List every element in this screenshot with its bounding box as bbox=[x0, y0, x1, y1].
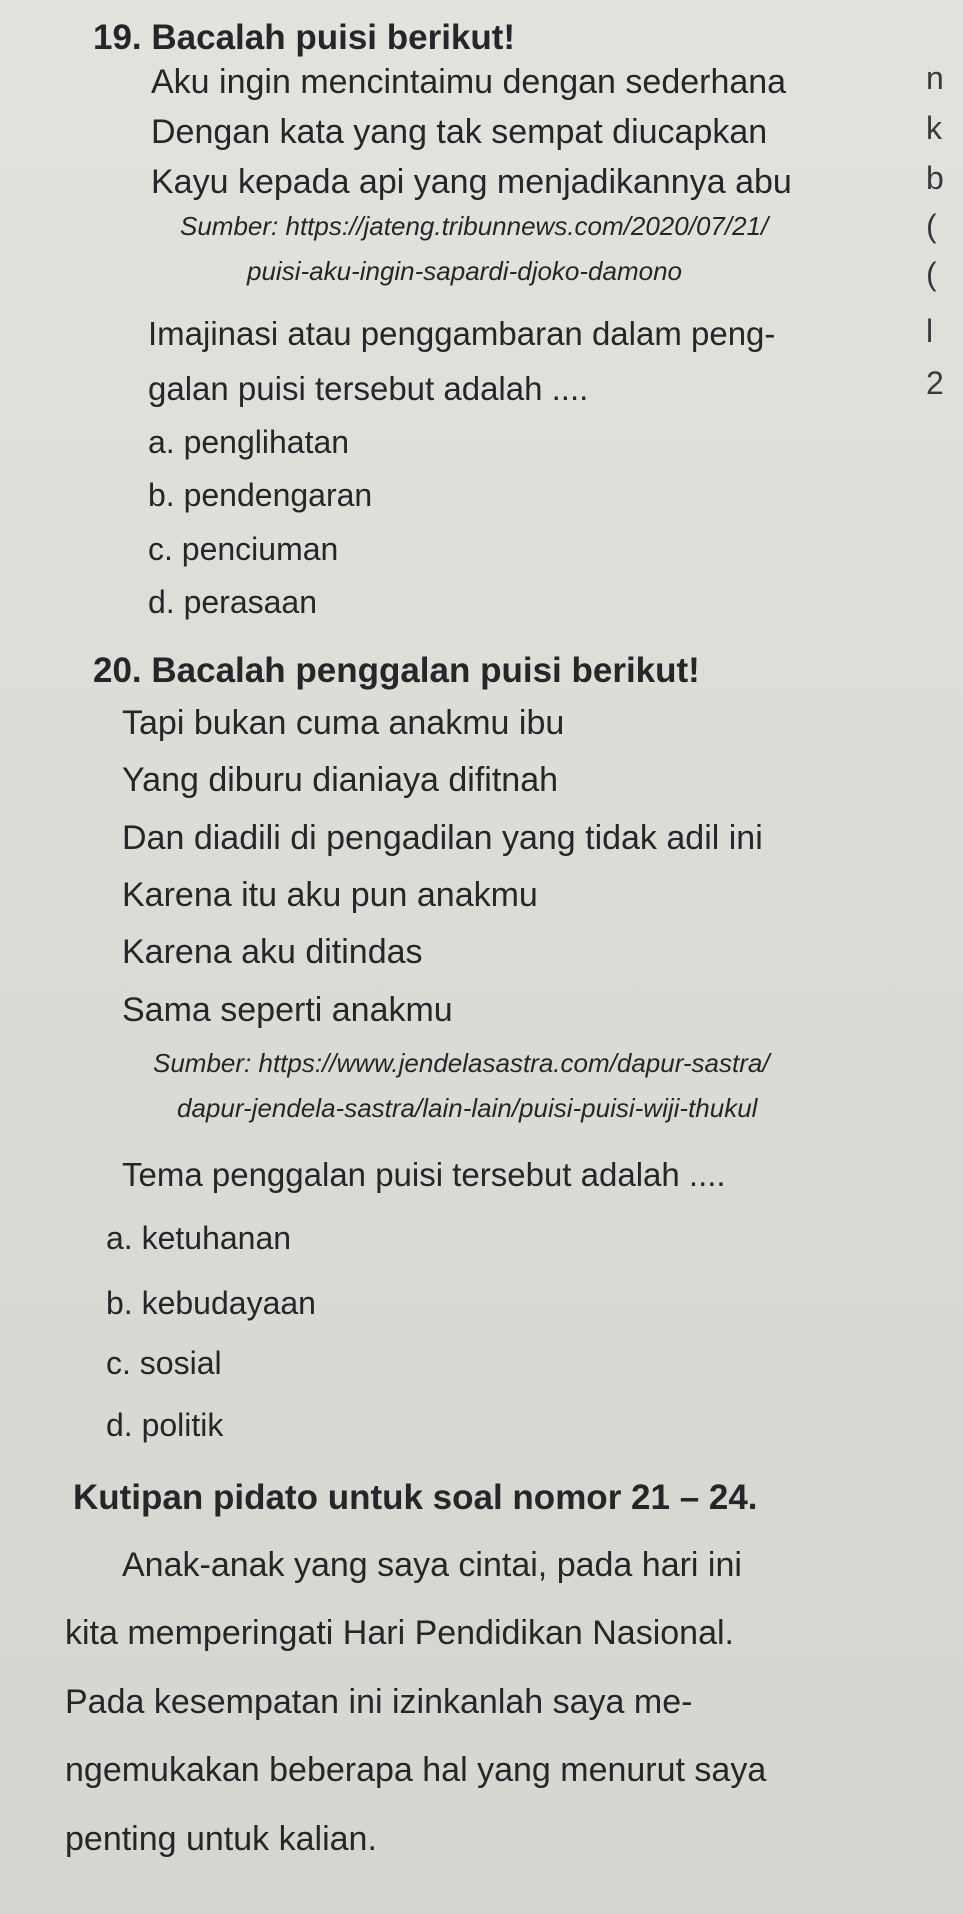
poem-line: Sama seperti anakmu bbox=[122, 991, 453, 1029]
edge-fragment: n bbox=[926, 60, 944, 96]
edge-fragment: b bbox=[926, 160, 944, 196]
edge-fragment: 2 bbox=[926, 365, 944, 401]
option-c[interactable]: c. sosial bbox=[106, 1345, 222, 1381]
paragraph-line: Anak-anak yang saya cintai, pada hari ini bbox=[122, 1546, 742, 1584]
option-b[interactable]: b. pendengaran bbox=[148, 477, 373, 513]
poem-line: Kayu kepada api yang menjadikannya abu bbox=[151, 163, 792, 201]
option-a[interactable]: a. ketuhanan bbox=[106, 1220, 292, 1256]
option-a[interactable]: a. penglihatan bbox=[148, 424, 350, 460]
poem-source: puisi-aku-ingin-sapardi-djoko-damono bbox=[247, 256, 683, 286]
poem-source: dapur-jendela-sastra/lain-lain/puisi-puisi-wiji-thukul bbox=[177, 1093, 758, 1123]
poem-line: Dan diadili di pengadilan yang tidak adil ini bbox=[122, 819, 763, 857]
poem-source: Sumber: https://www.jendelasastra.com/dapur-sastra/ bbox=[153, 1048, 770, 1078]
poem-line: Yang diburu dianiaya difitnah bbox=[122, 761, 559, 799]
paragraph-line: kita memperingati Hari Pendidikan Nasional. bbox=[65, 1614, 734, 1652]
poem-line: Dengan kata yang tak sempat diucapkan bbox=[151, 113, 768, 151]
section-heading: Kutipan pidato untuk soal nomor 21 – 24. bbox=[73, 1478, 758, 1517]
poem-line: Tapi bukan cuma anakmu ibu bbox=[122, 704, 565, 742]
option-c[interactable]: c. penciuman bbox=[148, 531, 339, 567]
edge-fragment: l bbox=[926, 313, 934, 349]
poem-source: Sumber: https://jateng.tribunnews.com/2020/07/21/ bbox=[180, 211, 769, 241]
edge-fragment: k bbox=[926, 110, 942, 146]
option-d[interactable]: d. perasaan bbox=[148, 584, 318, 620]
poem-line: Karena itu aku pun anakmu bbox=[122, 876, 538, 914]
paragraph-line: Pada kesempatan ini izinkanlah saya me- bbox=[65, 1683, 693, 1721]
poem-line: Karena aku ditindas bbox=[122, 933, 423, 971]
question-19-heading: 19. Bacalah puisi berikut! bbox=[93, 18, 516, 57]
edge-fragment: ( bbox=[926, 256, 937, 292]
paragraph-line: ngemukakan beberapa hal yang menurut saya bbox=[65, 1751, 767, 1789]
option-b[interactable]: b. kebudayaan bbox=[106, 1285, 316, 1321]
question-prompt: Imajinasi atau penggambaran dalam peng- bbox=[148, 315, 776, 352]
question-20-heading: 20. Bacalah penggalan puisi berikut! bbox=[93, 651, 700, 690]
edge-fragment: ( bbox=[926, 208, 937, 244]
question-prompt: galan puisi tersebut adalah .... bbox=[148, 370, 589, 407]
paragraph-line: penting untuk kalian. bbox=[65, 1820, 377, 1858]
poem-line: Aku ingin mencintaimu dengan sederhana bbox=[151, 63, 787, 101]
option-d[interactable]: d. politik bbox=[106, 1407, 224, 1443]
question-prompt: Tema penggalan puisi tersebut adalah .... bbox=[122, 1156, 726, 1193]
